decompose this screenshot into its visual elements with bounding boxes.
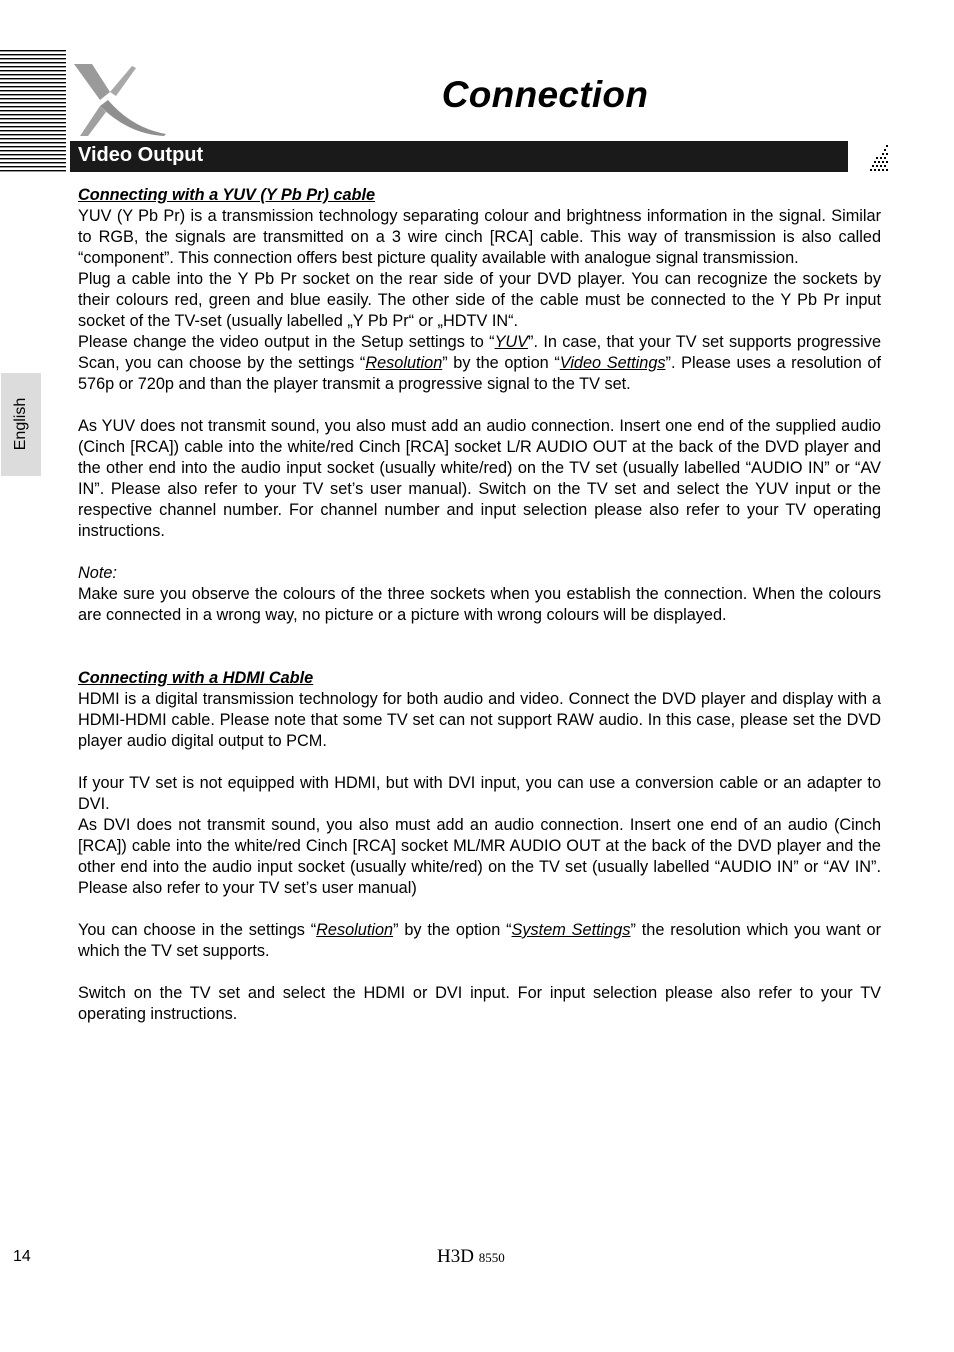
language-label: English [12, 397, 29, 451]
page-title: Connection [441, 74, 649, 115]
footer-brand: H3D [437, 1246, 474, 1267]
page-number: 14 [13, 1248, 31, 1265]
hdmi-paragraph-1: HDMI is a digital transmission technology for both audio and video. Connect the DVD player and display with a HDMI-HDMI cable. Please note that some TV set can not support RAW audio. In this case, please set the DVD player audio digital output to PCM. [78, 690, 881, 750]
yuv-setting-reference: YUV [494, 333, 529, 351]
yuv-paragraph-1: YUV (Y Pb Pr) is a transmission technology separating colour and brightness information in the signal. Similar to RGB, the signals are transmitted on a 3 wire cinch [RCA] cable. This way of transmission is also called “component”. This connection offers best picture quality available with analogue signal transmission. [78, 207, 881, 267]
note-text: Make sure you observe the colours of the three sockets when you establish the connection. When the colours are connected in a wrong way, no picture or a picture with wrong colours will be displayed. [78, 585, 881, 624]
language-tab [1, 373, 41, 476]
yuv-heading: Connecting with a YUV (Y Pb Pr) cable [78, 186, 376, 204]
hdmi-heading: Connecting with a HDMI Cable [78, 669, 314, 687]
video-settings-reference: Video Settings [559, 354, 666, 372]
dot-pattern-decoration [848, 141, 888, 172]
note-label: Note: [78, 564, 117, 582]
footer-model-number: 8550 [478, 1250, 505, 1265]
system-settings-reference: System Settings [511, 921, 631, 939]
resolution-setting-reference: Resolution [316, 921, 394, 939]
page-content [78, 185, 881, 1025]
hdmi-paragraph-3: As DVI does not transmit sound, you also must add an audio connection. Insert one end of an audio (Cinch [RCA]) cable into the white/red Cinch [RCA] socket ML/MR AUDIO OUT at the back of the DVD player and the other end into the audio input socket (usually white/red) on the TV set (usually labelled “AUDIO IN” or “AV IN”. Please also refer to your TV set’s user manual) [78, 816, 881, 897]
yuv-paragraph-2: Plug a cable into the Y Pb Pr socket on the rear side of your DVD player. You can recognize the sockets by their colours red, green and blue easily. The other side of the cable must be connected to the Y Pb Pr input socket of the TV-set (usually labelled „Y Pb Pr“ or „HDTV IN“. [78, 270, 881, 330]
section-title: Video Output [78, 144, 204, 166]
resolution-setting-reference: Resolution [365, 354, 443, 372]
footer-model-name [437, 1246, 505, 1268]
hdmi-paragraph-2: If your TV set is not equipped with HDMI, but with DVI input, you can use a conversion cable or an adapter to DVI. [78, 774, 881, 813]
hdmi-paragraph-4: You can choose in the settings “Resolution” by the option “System Settings” the resolution which you want or which the TV set supports. [78, 921, 881, 960]
yuv-paragraph-4: As YUV does not transmit sound, you also must add an audio connection. Insert one end of the supplied audio (Cinch [RCA]) cable into the white/red Cinch [RCA] socket L/R AUDIO OUT at the back of the DVD player and the other end into the audio input socket (usually white/red) on the TV set (usually labelled “AUDIO IN” or “AV IN”. Please also refer to your TV set’s user manual). Switch on the TV set and select the YUV input or the respective channel number. For channel number and input selection please also refer to your TV operating instructions. [78, 417, 881, 540]
section-banner [70, 141, 888, 172]
hdmi-paragraph-5: Switch on the TV set and select the HDMI or DVI input. For input selection please also refer to your TV operating instructions. [78, 984, 881, 1023]
yuv-paragraph-3: Please change the video output in the Setup settings to “YUV”. In case, that your TV set supports progressive Scan, you can choose by the settings “Resolution” by the option “Video Settings”. Please uses a resolution of 576p or 720p and than the player transmit a progressive signal to the TV set. [78, 333, 882, 393]
